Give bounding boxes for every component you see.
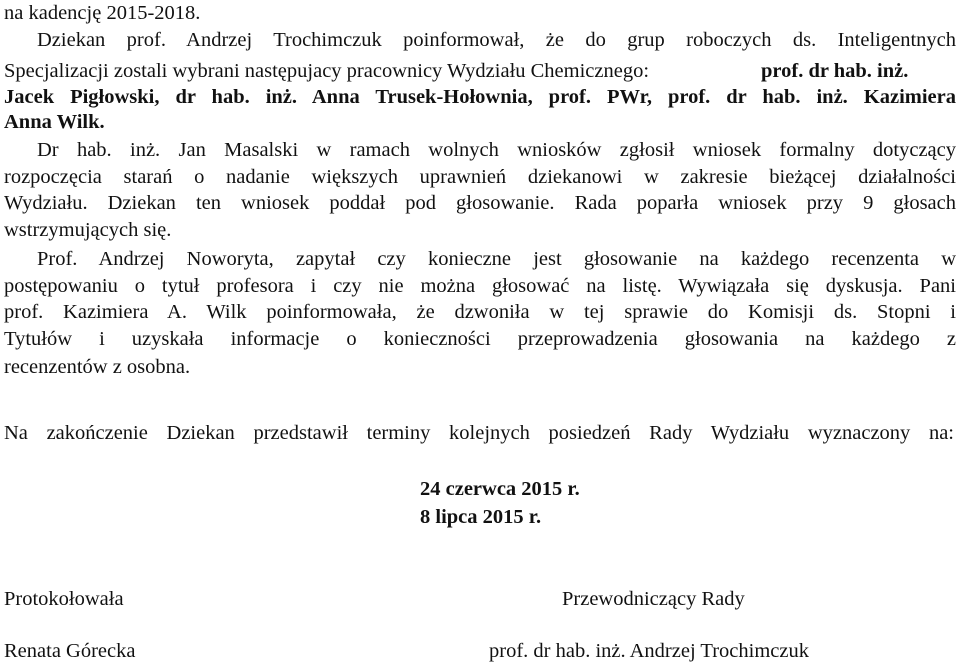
text-line: postępowaniu o tytuł profesora i czy nie można głosować na listę. Wywiązała się dyskusja. Pani <box>4 275 956 297</box>
text-line: Dr hab. inż. Jan Masalski w ramach wolnych wniosków zgłosił wniosek formalny dotyczący <box>37 139 956 161</box>
text-line: prof. Kazimiera A. Wilk poinformowała, że dzwoniła w tej sprawie do Komisji ds. Stopni i <box>4 301 956 323</box>
signature-right-role: Przewodniczący Rady <box>562 588 745 610</box>
text-line: Prof. Andrzej Noworyta, zapytał czy konieczne jest głosowanie na każdego recenzenta w <box>37 248 956 270</box>
text-line: rozpoczęcia starań o nadanie większych uprawnień dziekanowi w zakresie bieżącej działalności <box>4 166 956 188</box>
text-line: recenzentów z osobna. <box>4 356 191 378</box>
text-line: Dziekan prof. Andrzej Trochimczuk poinformował, że do grup roboczych ds. Inteligentnych <box>37 29 956 51</box>
text-line: Jacek Pigłowski, dr hab. inż. Anna Trusek-Hołownia, prof. PWr, prof. dr hab. inż. Kazimiera <box>4 86 956 108</box>
meeting-date: 8 lipca 2015 r. <box>420 506 542 528</box>
signature-left-name: Renata Górecka <box>4 640 136 662</box>
text-line: Tytułów i uzyskała informacje o konieczności przeprowadzenia głosowania na każdego z <box>4 328 956 350</box>
text-line: Anna Wilk. <box>4 111 105 133</box>
text-line <box>4 58 956 84</box>
text-line: Wydziału. Dziekan ten wniosek poddał pod głosowanie. Rada poparła wniosek przy 9 głosach <box>4 192 956 214</box>
text-segment: Specjalizacji zostali wybrani następujacy pracownicy Wydziału Chemicznego: <box>4 60 650 82</box>
meeting-date: 24 czerwca 2015 r. <box>420 478 580 500</box>
text-line: wstrzymujących się. <box>4 219 172 241</box>
text-segment-bold: prof. dr hab. inż. <box>761 60 909 82</box>
text-line: na kadencję 2015-2018. <box>4 2 201 24</box>
signature-left-role: Protokołowała <box>4 588 124 610</box>
text-line: Na zakończenie Dziekan przedstawił terminy kolejnych posiedzeń Rady Wydziału wyznaczony na: <box>4 422 954 444</box>
signature-right-name: prof. dr hab. inż. Andrzej Trochimczuk <box>489 640 809 662</box>
